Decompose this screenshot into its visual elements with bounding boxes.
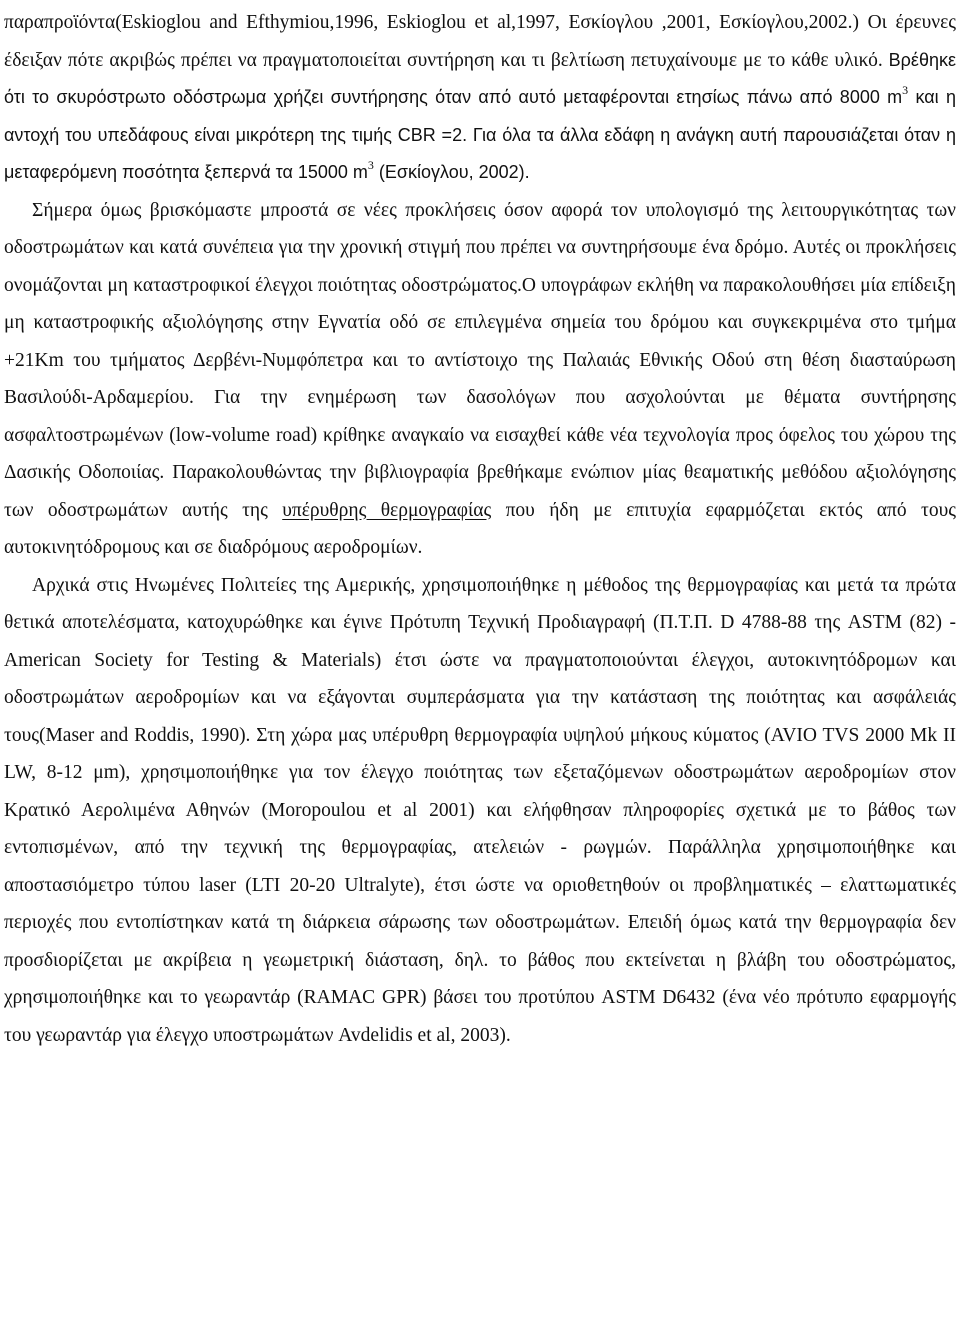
underlined-term: υπέρυθρης θερμογραφίας [282, 499, 492, 521]
paragraph-text: Βρέθηκε ότι το σκυρόστρωτο οδόστρωμα χρήζει συντήρησης όταν από αυτό μεταφέρονται ετησίως πάνω από 8000 m [4, 49, 956, 107]
body-paragraph [4, 567, 956, 1055]
body-paragraph [4, 192, 956, 567]
paragraph-text: παραπροϊόντα(Eskioglou and Efthymiou,1996, Eskioglou et al,1997, Εσκίογλου ,2001, Εσκίογλου,2002.) Οι έρευνες έδειξαν πότε ακριβώς πρέπει να πραγματοποιείται συντήρηση και τι βελτίωση πετυχαίνουμε με το κάθε υλικό. [4, 12, 956, 71]
body-paragraph [4, 4, 956, 192]
superscript-exponent: 3 [367, 158, 374, 172]
paragraph-text: που ήδη με επιτυχία εφαρμόζεται εκτός από τους αυτοκινητόδρομους και σε διαδρόμους αεροδρομίων. [4, 499, 956, 558]
paragraph-text: Αρχικά στις Ηνωμένες Πολιτείες της Αμερικής, χρησιμοποιήθηκε η μέθοδος της θερμογραφίας και μετά τα πρώτα θετικά αποτελέσματα, κατοχυρώθηκε και έγινε Πρότυπη Τεχνική Προδιαγραφή (Π.Τ.Π. D 4788-88 της ASTM (82) - American Society for Testing & Materials) έτσι ώστε να πραγματοποιούνται έλεγχοι, αυτοκινητόδρομων και οδοστρωμάτων αεροδρομίων και να εξάγονται συμπεράσματα για την κατάσταση της ποιότητας και ασφάλειάς τους(Maser and Roddis, 1990). Στη χώρα μας υπέρυθρη θερμογραφία υψηλού μήκους κύματος (AVIO TVS 2000 Mk II LW, 8-12 μm), χρησιμοποιήθηκε για τον έλεγχο ποιότητας των εξεταζόμενων οδοστρωμάτων αεροδρομίων στον Κρατικό Αερολιμένα Αθηνών (Moropoulou et al 2001) και ελήφθησαν πληροφορίες σχετικά με το βάθος των εντοπισμένων, από την τεχνική της θερμογραφίας, ατελειών - ρωγμών. Παράλληλα χρησιμοποιήθηκε και αποστασιόμετρο τύπου laser (LTI 20-20 Ultralyte), έτσι ώστε να οριοθετηθούν οι προβληματικές – ελαττωματικές περιοχές που εντοπίστηκαν κατά τη διάρκεια σάρωσης των οδοστρωμάτων. Επειδή όμως κατά την θερμογραφία δεν προσδιορίζεται με ακρίβεια η γεωμετρική διάσταση, δηλ. το βάθος που εκτείνεται η βλάβη του οδοστρώματος, χρησιμοποιήθηκε και το γεωραντάρ (RAMAC GPR) βάσει του προτύπου ASTM D6432 (ένα νέο πρότυπο εφαρμογής του γεωραντάρ για έλεγχο υποστρωμάτων Avdelidis et al, 2003). [4, 574, 956, 1046]
paragraph-text: Σήμερα όμως βρισκόμαστε μπροστά σε νέες προκλήσεις όσον αφορά τον υπολογισμό της λειτουργικότητας των οδοστρωμάτων και κατά συνέπεια για την χρονική στιγμή που πρέπει να συντηρήσουμε ένα δρόμο. Αυτές οι προκλήσεις ονομάζονται μη καταστροφικοί έλεγχοι ποιότητας οδοστρώματος.Ο υπογράφων εκλήθη να παρακολουθήσει μία επίδειξη μη καταστροφικής αξιολόγησης στην Εγνατία οδό σε επιλεγμένα σημεία του δρόμου και συγκεκριμένα στο τμήμα +21Km του τμήματος Δερβένι-Νυμφόπετρα και το αντίστοιχο της Παλαιάς Εθνικής Οδού στη θέση διασταύρωση Βασιλούδι-Αρδαμερίου. Για την ενημέρωση των δασολόγων που ασχολούνται με θέματα συντήρησης ασφαλτοστρωμένων (low-volume road) κρίθηκε αναγκαίο να εισαχθεί κάθε νέα τεχνολογία προς όφελος του χώρου της Δασικής Οδοποιίας. Παρακολουθώντας την βιβλιογραφία βρεθήκαμε ενώπιον μίας θεαματικής μεθόδου αξιολόγησης των οδοστρωμάτων αυτής της [4, 199, 956, 521]
superscript-exponent: 3 [902, 83, 909, 97]
paragraph-text: (Εσκίογλου, 2002). [373, 162, 530, 182]
paragraph-text: και η αντοχή του υπεδάφους είναι μικρότερη της τιμής CBR =2. Για όλα τα άλλα εδάφη η ανάγκη αυτή παρουσιάζεται όταν η μεταφερόμενη ποσότητα ξεπερνά τα 15000 m [4, 87, 957, 182]
